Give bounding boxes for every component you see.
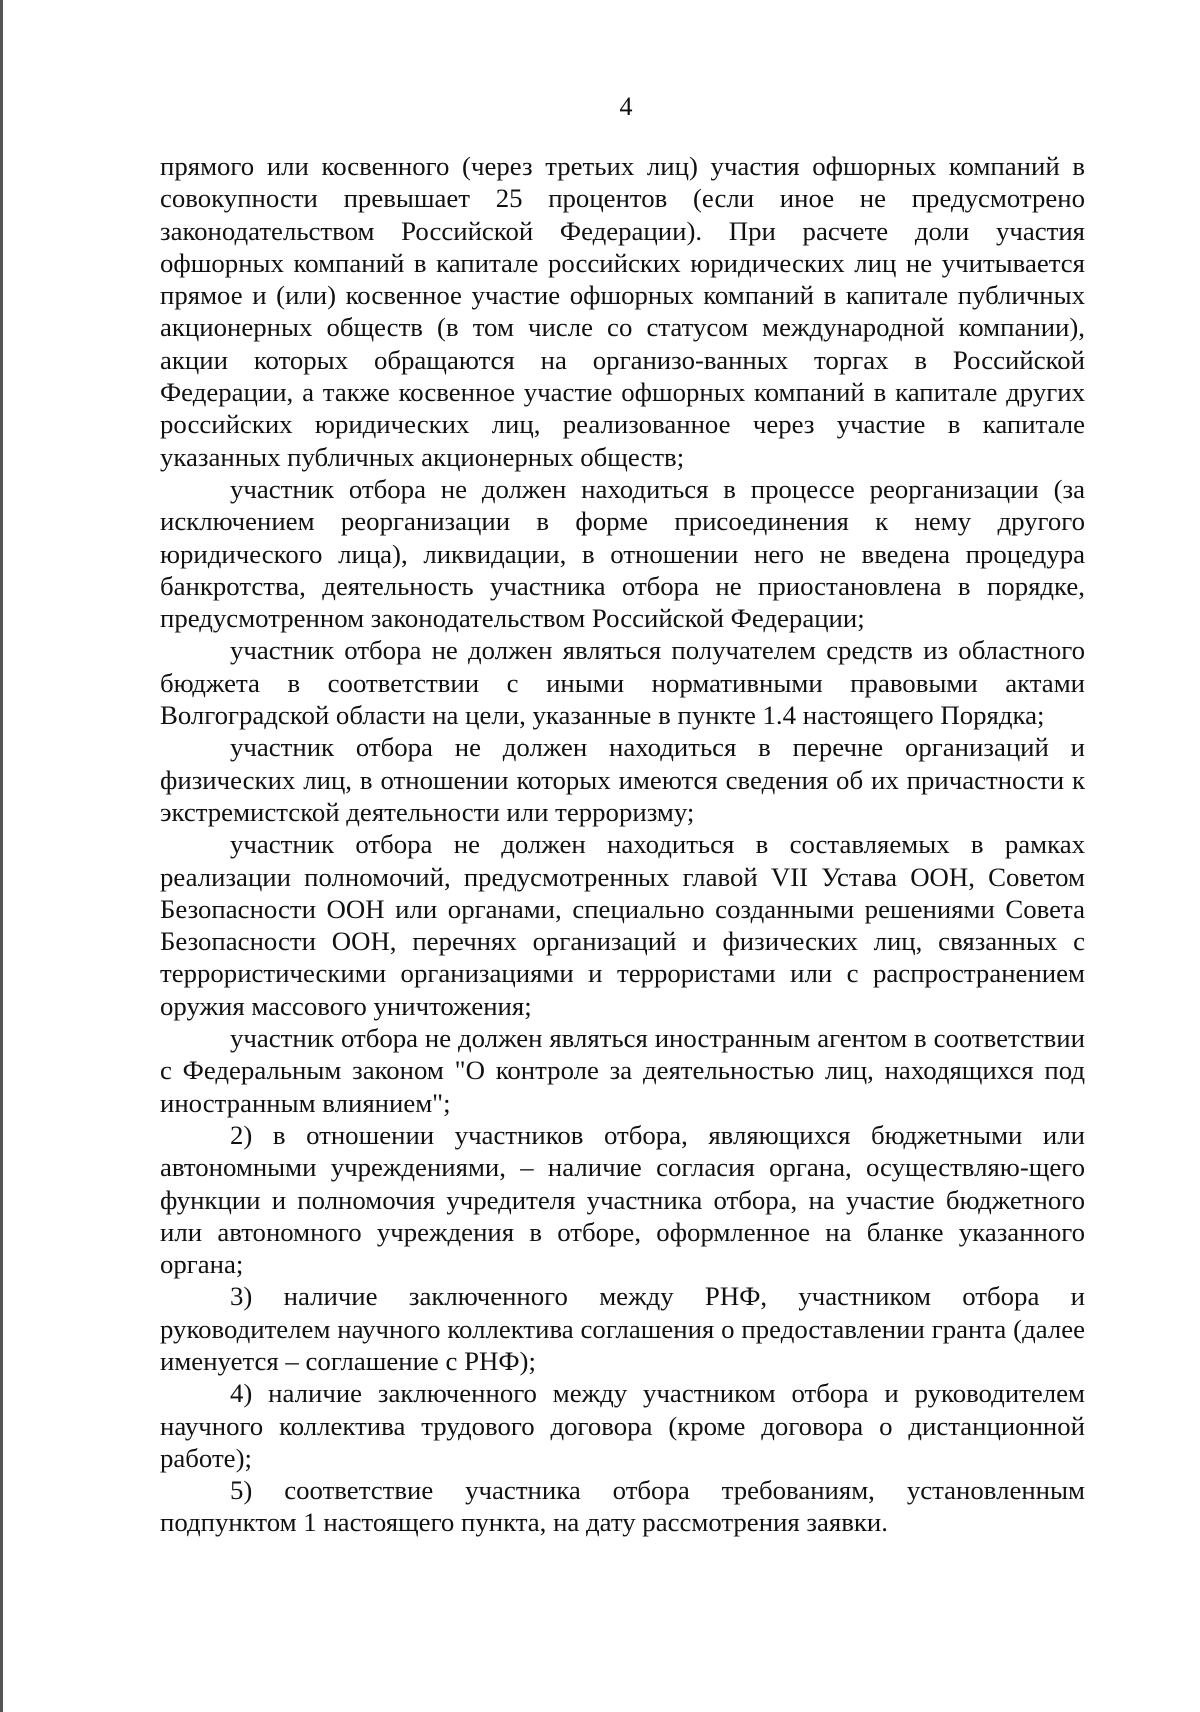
paragraph-item-4: 4) наличие заключенного между участником отбора и руководителем научного коллектива трудового договора (кроме договора о дистанционной работе);: [160, 1378, 1085, 1473]
paragraph-reorganization: участник отбора не должен находиться в процессе реорганизации (за исключением реорганизации в форме присоединения к нему другого юридического лица), ликвидации, в отношении него не введена процедура банкротства, деятельность участника отбора не приостановлена в порядке, предусмотренном законодательством Российской Федерации;: [160, 473, 1085, 634]
paragraph-un-lists: участник отбора не должен находиться в составляемых в рамках реализации полномочий, предусмотренных главой VII Устава ООН, Советом Безопасности ООН или органами, специально созданными решениями Совета Безопасности ООН, перечнях организаций и физических лиц, связанных с террористическими организациями и террористами или с распространением оружия массового уничтожения;: [160, 829, 1085, 1021]
page-number: 4: [619, 92, 633, 121]
paragraph-regional-budget: участник отбора не должен являться получателем средств из областного бюджета в соответствии с иными нормативными правовыми актами Волгоградской области на цели, указанные в пункте 1.4 настоящего Порядка;: [160, 635, 1085, 731]
paragraph-offshore-participation: прямого или косвенного (через третьих лиц) участия офшорных компаний в совокупности превышает 25 процентов (если иное не предусмотрено законодательством Российской Федерации). При расчете доли участия офшорных компаний в капитале российских юридических лиц не учитывается прямое и (или) косвенное участие офшорных компаний в капитале публичных акционерных обществ (в том числе со статусом международной компании), акции которых обращаются на организо-ванных торгах в Российской Федерации, а также косвенное участие офшорных компаний в капитале других российских юридических лиц, реализованное через участие в капитале указанных публичных акционерных обществ;: [160, 151, 1085, 472]
scan-edge: [0, 0, 3, 1712]
document-body: [160, 150, 1085, 1539]
paragraph-item-5: 5) соответствие участника отбора требованиям, установленным подпунктом 1 настоящего пункта, на дату рассмотрения заявки.: [160, 1475, 1085, 1538]
paragraph-extremism-list: участник отбора не должен находиться в перечне организаций и физических лиц, в отношении которых имеются сведения об их причастности к экстремистской деятельности или терроризму;: [160, 732, 1085, 827]
paragraph-foreign-agent: участник отбора не должен являться иностранным агентом в соответствии с Федеральным законом "О контроле за деятельностью лиц, находящихся под иностранным влиянием";: [160, 1023, 1085, 1118]
paragraph-item-3: 3) наличие заключенного между РНФ, участником отбора и руководителем научного коллектива соглашения о предоставлении гранта (далее именуется – соглашение с РНФ);: [160, 1281, 1085, 1376]
paragraph-item-2: 2) в отношении участников отбора, являющихся бюджетными или автономными учреждениями, – наличие согласия органа, осуществляю-щего функции и полномочия учредителя участника отбора, на участие бюджетного или автономного учреждения в отборе, оформленное на бланке указанного органа;: [160, 1119, 1085, 1280]
